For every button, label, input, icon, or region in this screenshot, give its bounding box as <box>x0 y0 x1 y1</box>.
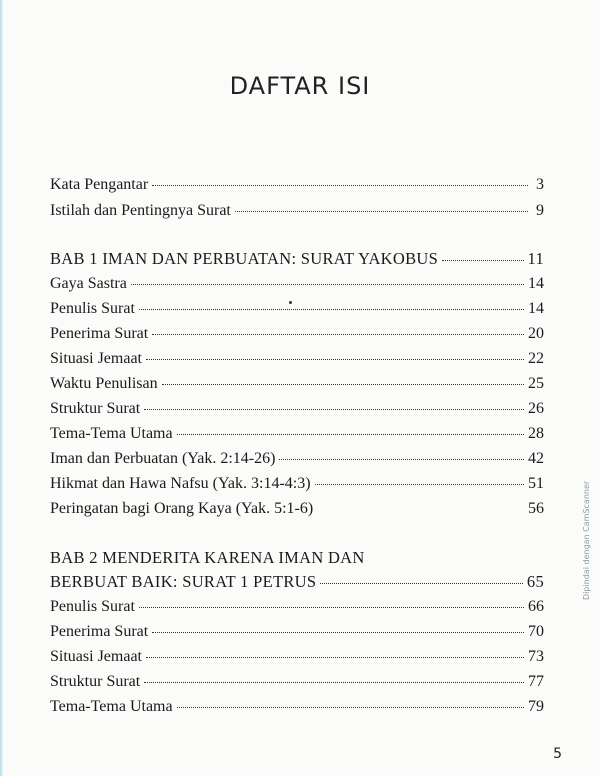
dot-leader <box>442 259 523 261</box>
toc-entry[interactable] <box>50 698 544 724</box>
toc-entry[interactable] <box>50 300 544 326</box>
chapter-heading-label: BAB 1 IMAN DAN PERBUATAN: SURAT YAKOBUS <box>50 249 439 268</box>
toc-entry[interactable] <box>50 475 544 501</box>
toc-entry[interactable] <box>50 425 544 451</box>
toc-entry[interactable] <box>50 623 544 649</box>
toc-entry[interactable] <box>50 673 544 699</box>
toc-entry[interactable] <box>50 176 544 202</box>
toc-entry-page: 25 <box>528 375 544 392</box>
dot-leader <box>131 283 524 285</box>
toc-entry-page: 77 <box>528 673 544 690</box>
toc-entry-label: Peringatan bagi Orang Kaya (Yak. 5:1-6) <box>50 500 314 517</box>
dot-leader <box>235 210 528 212</box>
toc-entry[interactable] <box>50 350 544 376</box>
dot-leader <box>139 308 524 310</box>
toc-entry[interactable] <box>50 202 544 228</box>
toc-entry-page: 14 <box>528 275 544 292</box>
chapter-heading[interactable] <box>50 249 544 275</box>
toc-entry-label: Situasi Jemaat <box>50 350 142 367</box>
toc-entry-label: Istilah dan Pentingnya Surat <box>50 202 231 219</box>
toc-entry-page: 66 <box>528 598 544 615</box>
dot-leader <box>320 582 523 584</box>
page-edge <box>0 0 3 776</box>
dot-leader <box>279 458 524 460</box>
toc-entry-label: Penerima Surat <box>50 325 149 342</box>
toc-entry[interactable] <box>50 325 544 351</box>
toc-entry[interactable] <box>50 275 544 301</box>
toc-entry-page: 22 <box>528 350 544 367</box>
chapter-heading-label: BERBUAT BAIK: SURAT 1 PETRUS <box>50 572 317 591</box>
scan-speck <box>289 301 292 304</box>
toc-entry-page: 73 <box>528 648 544 665</box>
dot-leader <box>152 631 524 633</box>
chapter-heading-line1: BAB 2 MENDERITA KARENA IMAN DAN <box>50 548 365 567</box>
toc-entry-label: Tema-Tema Utama <box>50 425 173 442</box>
dot-leader <box>152 333 524 335</box>
toc-entry-page: 26 <box>528 400 544 417</box>
chapter-heading-page: 11 <box>527 249 544 268</box>
toc-entry[interactable] <box>50 648 544 674</box>
toc-entry-label: Struktur Surat <box>50 400 141 417</box>
toc-entry-label: Kata Pengantar <box>50 176 149 193</box>
toc-entry-page: 42 <box>528 450 544 467</box>
toc-entry-label: Tema-Tema Utama <box>50 698 173 715</box>
dot-leader <box>146 358 524 360</box>
toc-entry[interactable] <box>50 450 544 476</box>
chapter-heading-page: 65 <box>526 572 544 591</box>
dot-leader <box>146 656 524 658</box>
toc-entry-label: Waktu Penulisan <box>50 375 158 392</box>
toc-entry-page: 51 <box>528 475 544 492</box>
toc-entry[interactable] <box>50 598 544 624</box>
toc-entry[interactable] <box>50 375 544 401</box>
page-title: DAFTAR ISI <box>229 72 371 100</box>
toc-entry-label: Situasi Jemaat <box>50 648 142 665</box>
toc-entry-page: 28 <box>528 425 544 442</box>
dot-leader <box>144 681 524 683</box>
toc-entry-label: Hikmat dan Hawa Nafsu (Yak. 3:14-4:3) <box>50 475 311 492</box>
toc-entry-page: 14 <box>528 300 544 317</box>
toc-entry-page: 70 <box>528 623 544 640</box>
toc-entry-page: 3 <box>536 176 544 193</box>
toc-entry-label: Penulis Surat <box>50 300 135 317</box>
dot-leader <box>177 706 524 708</box>
toc-entry-label: Iman dan Perbuatan (Yak. 2:14-26) <box>50 450 276 467</box>
dot-leader <box>144 408 524 410</box>
scanner-watermark: Dipindai dengan CamScanner <box>582 480 591 600</box>
dot-leader <box>177 433 524 435</box>
toc-entry[interactable] <box>50 400 544 426</box>
dot-leader <box>162 383 524 385</box>
toc-entry-page: 79 <box>528 698 544 715</box>
toc-entry-page: 9 <box>536 202 544 219</box>
toc-entry-label: Penerima Surat <box>50 623 149 640</box>
page-number: 5 <box>553 746 562 762</box>
toc-entry-page: 56 <box>528 500 544 517</box>
toc-entry-label: Gaya Sastra <box>50 275 127 292</box>
dot-leader <box>315 483 524 485</box>
toc-entry-page: 20 <box>528 325 544 342</box>
toc-entry-label: Struktur Surat <box>50 673 141 690</box>
chapter-heading[interactable] <box>50 572 544 598</box>
dot-leader <box>139 606 524 608</box>
toc-entry[interactable] <box>50 500 544 526</box>
dot-leader <box>152 184 528 186</box>
toc-entry-label: Penulis Surat <box>50 598 135 615</box>
